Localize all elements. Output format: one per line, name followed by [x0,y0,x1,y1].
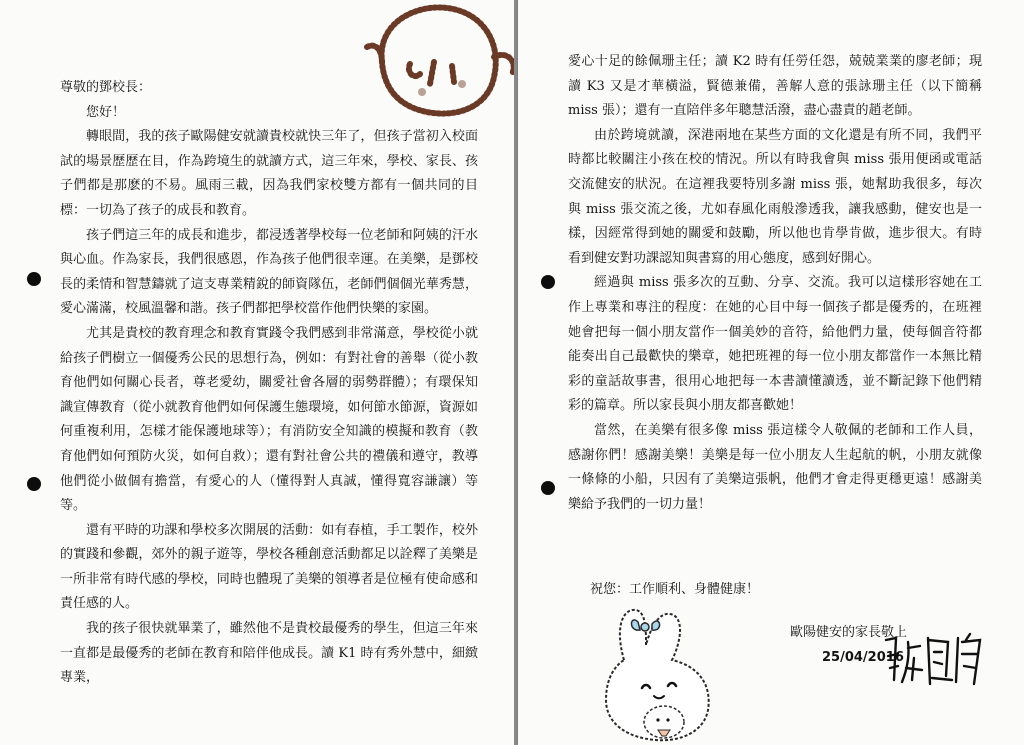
letter-date: 25/04/2016 [822,650,904,665]
handwritten-signature [878,628,988,688]
paragraph: 孩子們這三年的成長和進步，都浸透著學校每一位老師和阿姨的汗水與心血。作為家長，我們很感恩，作為孩子他們很幸運。在美樂，是鄧校長的柔情和智慧鑄就了這支專業精銳的師資隊伍，老師們個個光華秀慧，愛心滿滿，校風溫馨和諧。孩子們都把學校當作他們快樂的家園。 [60,227,478,317]
left-column [60,76,478,691]
greeting: 您好！ [86,104,126,120]
closing-wish: 祝您：工作順利、身體健康！ [590,582,760,597]
paragraph: 由於跨境就讀，深港兩地在某些方面的文化還是有所不同，我們平時都比較關注小孩在校的情況。所以有時我會與 miss 張用便函或電話交流健安的狀況。在這裡我要特別多謝 miss 張，她幫助我很多，每次與 miss 張交流之後，尤如春風化雨般滲透我，讓我感動，健安也是一樣，因經常得到她的關愛和鼓勵，所以他也肯學肯做，進步很大。有時看到健安對功課認知與書寫的用心態度，感到好開心。 [568,127,982,266]
signer-line: 歐陽健安的家長敬上 [790,625,908,640]
paragraph: 經過與 miss 張多次的互動、分享、交流。我可以這樣形容她在工作上專業和專注的程度：在她的心目中每一個孩子都是優秀的，在班裡她會把每一個小朋友當作一個美妙的音符，給他們力量，使每個音符都能奏出自己最歡快的樂章，她把班裡的每一位小朋友都當作一本無比精彩的童話故事書，很用心地把每一本書讀懂讀透，並不斷記錄下他們精彩的篇章。所以家長與小朋友都喜歡她！ [568,275,982,414]
bunny-sticker [594,600,734,745]
paragraph: 還有平時的功課和學校多次開展的活動：如有春植，手工製作，校外的實踐和參觀，郊外的親子遊等，學校各種創意活動都足以詮釋了美樂是一所非常有時代感的學校，同時也體現了美樂的領導者是位極有使命感和責任感的人。 [60,522,478,612]
face-doodle-sticker [362,2,522,122]
punch-hole [541,481,555,495]
right-column [568,50,982,517]
salutation: 尊敬的鄧校長： [60,80,152,95]
paragraph: 尤其是貴校的教育理念和教育實踐令我們感到非常滿意，學校從小就給孩子們樹立一個優秀公民的思想行為，例如：有對社會的善舉（從小教育他們如何關心長者，尊老愛幼，關愛社會各層的弱勢群體）；有環保知識宣傳教育（從小就教育他們如何保護生態環境，如何節水節源，資源如何重複利用，怎樣才能保護地球等）；有消防安全知識的模擬和教育（教育他們如何預防火災，如何自救）；還有對社會公共的禮儀和遵守，教導他們從小做個有擔當，有愛心的人（懂得對人真誠，懂得寬容謙讓）等等。 [60,325,478,514]
paragraph: 我的孩子很快就畢業了，雖然他不是貴校最優秀的學生，但這三年來一直都是最優秀的老師在教育和陪伴他成長。讀 K1 時有秀外慧中，細緻專業， [60,621,478,686]
punch-hole [541,275,555,289]
punch-hole [27,272,41,286]
paragraph: 愛心十足的餘佩珊主任；讀 K2 時有任勞任怨，兢兢業業的廖老師；現讀 K3 又是才華橫溢，賢德兼備，善解人意的張詠珊主任（以下簡稱 miss 張）；還有一直陪伴多年聰慧活潑，盡心盡責的趙老師。 [568,54,982,119]
letter-page-right [518,0,1024,745]
paragraph: 當然，在美樂有很多像 miss 張這樣令人敬佩的老師和工作人員，感謝你們！感謝美樂！美樂是每一位小朋友人生起航的帆，小朋友就像一條條的小船，只因有了美樂這張帆，他們才會走得更穩更遠！感謝美樂給予我們的一切力量！ [568,422,982,512]
punch-hole [27,477,41,491]
paragraph: 轉眼間，我的孩子歐陽健安就讀貴校就快三年了，但孩子當初入校面試的場景歷歷在目，作為跨境生的就讀方式，這三年來，學校、家長、孩子們都是那麽的不易。風雨三載，因為我們家校雙方都有一個共同的目標：一切為了孩子的成長和教育。 [60,129,478,218]
